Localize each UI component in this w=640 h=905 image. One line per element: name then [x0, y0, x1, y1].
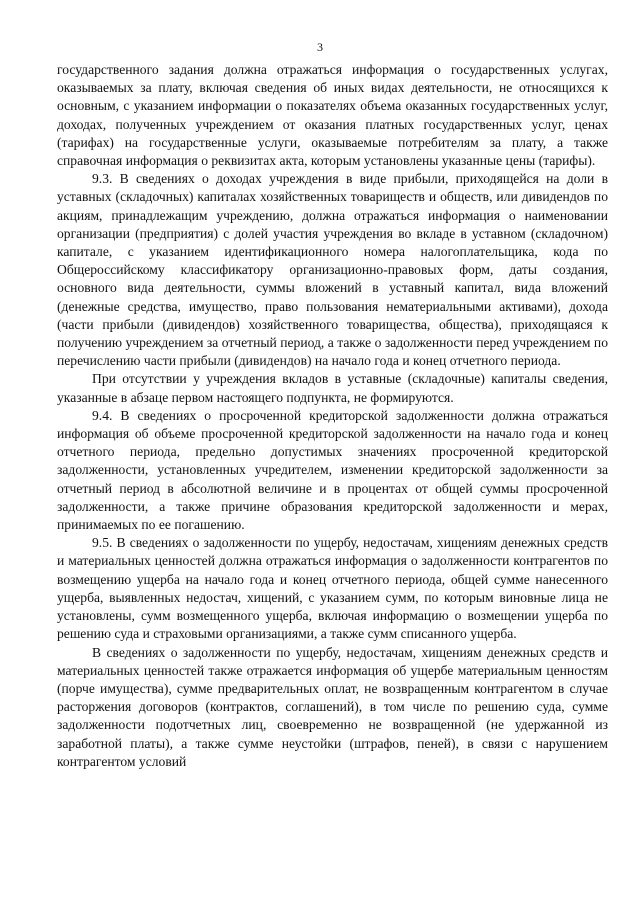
page-number: 3	[317, 40, 323, 54]
paragraph-9-4: 9.4. В сведениях о просроченной кредиторской задолженности должна отражаться информация об объеме просроченной кредиторской задолженности на начало года и конец отчетного периода, предельно допустимых значениях просроченной кредиторской задолженности, установленных учредителем, изменении кредиторской задолженности за отчетный период в абсолютной величине и в процентах от общей суммы просроченной задолженности, а также причине образования кредиторской задолженности и мерах, принимаемых по ее погашению.	[57, 407, 608, 533]
paragraph-9-3: 9.3. В сведениях о доходах учреждения в виде прибыли, приходящейся на доли в уставных (складочных) капиталах хозяйственных товариществ и обществ, или дивидендов по акциям, принадлежащим учреждению, должна отражаться информация о наименовании организации (предприятия) с долей участия учреждения во вкладе в уставном (складочном) капитале, с указанием идентификационного номера налогоплательщика, кода по Общероссийскому классификатору организационно-правовых форм, даты создания, основного вида деятельности, суммы вложений в уставный капитал, вида вложений (денежные средства, имущество, право пользования нематериальными активами), дохода (части прибыли (дивидендов) хозяйственного товарищества, общества), приходящаяся к получению учреждением за отчетный период, а также о задолженности перед учреждением по перечислению части прибыли (дивидендов) на начало года и конец отчетного периода.	[57, 171, 608, 369]
paragraph-continuation: государственного задания должна отражаться информация о государственных услугах, оказываемых за плату, включая сведения об иных видах деятельности, не относящихся к основным, с указанием информации о показателях объема оказанных государственных услуг, доходах, полученных учреждением от оказания платных государственных услуг, ценах (тарифах) на государственные услуги, оказываемые потребителям за плату, а также справочная информация о реквизитах акта, которым установлены указанные цены (тарифы).	[57, 62, 608, 169]
document-body	[57, 61, 608, 771]
paragraph-damage-details: В сведениях о задолженности по ущербу, недостачам, хищениям денежных средств и материальных ценностей также отражается информация об ущербе материальным ценностям (порче имущества), сумме предварительных оплат, не возвращенным контрагентом в случае расторжения договоров (контрактов, соглашений), в том числе по решению суда, сумме задолженности подотчетных лиц, своевременно не возвращенной (не удержанной из заработной платы), а также сумме неустойки (штрафов, пеней), в связи с нарушением контрагентом условий	[57, 644, 608, 769]
paragraph-no-contributions: При отсутствии у учреждения вкладов в уставные (складочные) капиталы сведения, указанные в абзаце первом настоящего подпункта, не формируются.	[57, 371, 608, 405]
paragraph-9-5: 9.5. В сведениях о задолженности по ущербу, недостачам, хищениям денежных средств и материальных ценностей должна отражаться информация о задолженности контрагентов по возмещению ущерба на начало года и конец отчетного периода, общей сумме нанесенного ущерба, выявленных недостач, хищений, с указанием сумм, по которым виновные лица не установлены, сумм возмещенного ущерба, включая информацию о возмещении ущерба по решению суда и страховыми организациями, а также сумм списанного ущерба.	[57, 535, 608, 642]
